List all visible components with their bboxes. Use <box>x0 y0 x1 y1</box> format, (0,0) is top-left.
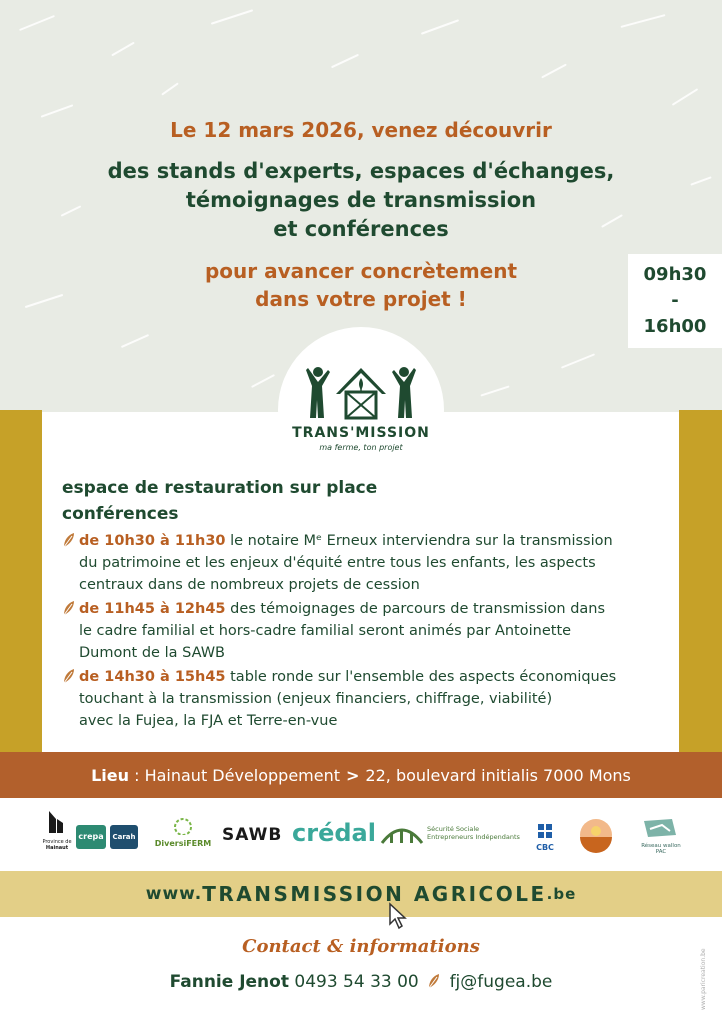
province-label: Hainaut <box>45 845 69 851</box>
designer-credit: www.paricreation.be <box>700 948 707 1010</box>
logo-wordmark: TRANS'MISSION <box>292 425 430 441</box>
goal-line: pour avancer concrètement <box>204 259 518 283</box>
reseau-wallon-logo <box>638 817 684 857</box>
item-text: avec la Fujea, la FJA et Terre-en-vue <box>79 713 338 729</box>
time-separator: - <box>671 290 679 311</box>
restauration-heading: espace de restauration sur place <box>62 478 378 498</box>
item-text: Dumont de la SAWB <box>79 645 225 661</box>
carah-logo: Carah <box>110 825 138 849</box>
sawb-logo: SAWB <box>222 825 283 845</box>
credal-logo: crédal <box>292 819 376 847</box>
diversiferm-icon <box>168 815 198 835</box>
leaf-icon <box>62 600 76 616</box>
item-text: des témoignages de parcours de transmission dans <box>225 601 606 617</box>
event-offer-heading <box>0 157 722 244</box>
location-venue: Hainaut Développement <box>144 765 341 785</box>
province-hainaut-icon <box>46 809 66 835</box>
item-text: le cadre familial et hors-cadre familial seront animés par Antoinette <box>79 623 572 639</box>
website-suffix[interactable]: .be <box>546 885 577 903</box>
program-item <box>62 598 662 664</box>
contact-title: Contact & informations <box>242 936 480 957</box>
item-text: table ronde sur l'ensemble des aspects économiques <box>225 669 617 685</box>
end-time: 16h00 <box>643 316 707 337</box>
item-time: de 11h45 à 12h45 <box>79 601 226 617</box>
item-time: de 10h30 à 11h30 <box>79 533 226 549</box>
contact-name: Fannie Jenot <box>169 972 289 992</box>
leaf-icon <box>427 973 441 989</box>
event-goal-heading <box>0 257 722 313</box>
program-item <box>62 666 662 732</box>
right-mustard-band <box>679 410 722 752</box>
transmission-logo-icon <box>304 360 418 422</box>
crepa-logo: crepa <box>76 825 106 849</box>
cbc-label: CBC <box>536 843 554 852</box>
cbc-logo <box>528 823 562 852</box>
terre-en-vue-icon <box>578 817 614 853</box>
secu-sociale-logo <box>427 825 520 841</box>
start-time: 09h30 <box>643 264 707 285</box>
item-text: le notaire Mᵉ Erneux interviendra sur la transmission <box>225 533 613 549</box>
reseau-label: Réseau wallon <box>641 843 681 849</box>
contact-email[interactable]: fj@fugea.be <box>449 972 553 992</box>
website-bar[interactable] <box>0 871 722 917</box>
location-label: Lieu <box>91 765 130 785</box>
province-label: Province de <box>42 839 72 845</box>
diversiferm-logo <box>152 815 214 855</box>
reseau-wallon-icon <box>642 817 678 839</box>
goal-line: dans votre projet ! <box>255 287 467 311</box>
logo-tagline: ma ferme, ton projet <box>319 443 403 452</box>
offer-line: des stands d'experts, espaces d'échanges, <box>107 159 615 183</box>
item-text: touchant à la transmission (enjeux financiers, chiffrage, viabilité) <box>79 691 553 707</box>
leaf-icon <box>62 668 76 684</box>
leaf-icon <box>62 532 76 548</box>
item-text: du patrimoine et les enjeux d'équité entre tous les enfants, les aspects <box>79 555 596 571</box>
diversiferm-label: DiversiFERM <box>154 839 212 848</box>
program-item <box>62 530 662 596</box>
secu-sociale-icon <box>380 823 424 845</box>
location-bar: Lieu : Hainaut Développement > 22, boulevard initialis 7000 Mons <box>0 752 722 798</box>
item-time: de 14h30 à 15h45 <box>79 669 226 685</box>
secu-label: Entrepreneurs Indépendants <box>427 833 520 841</box>
offer-line: témoignages de transmission <box>185 188 537 212</box>
event-date-line: Le 12 mars 2026, venez découvrir <box>170 118 552 142</box>
province-hainaut-logo <box>40 809 74 859</box>
reseau-label: PAC <box>655 849 667 855</box>
contact-line <box>0 972 722 992</box>
offer-line: et conférences <box>273 217 449 241</box>
left-mustard-band <box>0 410 42 752</box>
cursor-icon <box>388 902 408 930</box>
cbc-icon <box>528 823 562 839</box>
conferences-heading: conférences <box>62 504 179 524</box>
arrow-icon: > <box>346 765 360 785</box>
secu-label: Sécurité Sociale <box>427 825 480 833</box>
opening-hours-badge <box>628 254 722 348</box>
partner-logos <box>0 805 722 865</box>
contact-phone[interactable]: 0493 54 33 00 <box>294 972 419 992</box>
website-link[interactable]: TRANSMISSION AGRICOLE <box>202 882 547 906</box>
website-prefix[interactable]: www. <box>145 884 203 904</box>
location-address: 22, boulevard initialis 7000 Mons <box>365 765 631 785</box>
item-text: centraux dans de nombreux projets de cession <box>79 577 420 593</box>
